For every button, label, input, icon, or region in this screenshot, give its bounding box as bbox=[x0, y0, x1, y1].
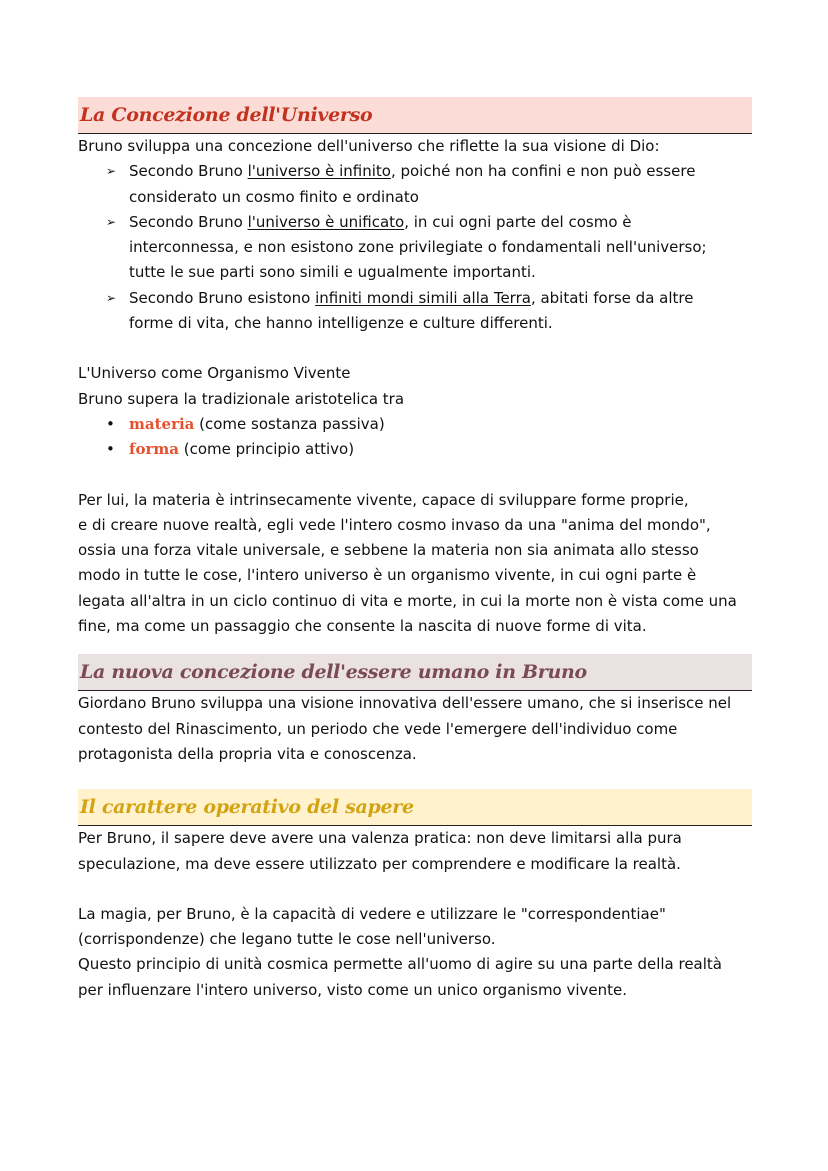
section-body-carattere-operativo bbox=[78, 826, 752, 1003]
bullet-text: Secondo Bruno bbox=[129, 212, 248, 231]
paragraph-line: per influenzare l'intero universo, visto come un unico organismo vivente. bbox=[78, 980, 628, 999]
section-body-essere-umano bbox=[78, 691, 752, 767]
underlined-phrase: l'universo è infinito bbox=[247, 162, 391, 181]
paragraph-line: Per lui, la materia è intrinsecamente vivente, capace di sviluppare forme proprie, bbox=[78, 490, 689, 509]
paragraph-line: (corrispondenze) che legano tutte le cose nell'universo. bbox=[78, 930, 496, 949]
arrow-bullet-icon: ➢ bbox=[106, 290, 117, 305]
keyword-forma: forma bbox=[129, 440, 179, 459]
bullet-text: Secondo Bruno bbox=[129, 162, 248, 181]
paragraph-line: contesto del Rinascimento, un periodo che vede l'emergere dell'individuo come bbox=[78, 719, 678, 738]
dot-bullet-icon: • bbox=[106, 440, 115, 459]
section-title: Il carattere operativo del sapere bbox=[80, 796, 414, 819]
dot-list-item bbox=[78, 412, 752, 437]
dot-list-item bbox=[78, 437, 752, 462]
paragraph-line: fine, ma come un passaggio che consente la nascita di nuove forme di vita. bbox=[78, 617, 647, 636]
paragraph-line: legata all'altra in un ciclo continuo di vita e morte, in cui la morte non è vista come una bbox=[78, 591, 737, 610]
paragraph-line: Per Bruno, il sapere deve avere una valenza pratica: non deve limitarsi alla pura bbox=[78, 829, 682, 848]
bullet-text: , abitati forse da altre bbox=[530, 288, 694, 307]
paragraph-line: modo in tutte le cose, l'intero universo è un organismo vivente, in cui ogni parte è bbox=[78, 566, 697, 585]
bullet-text: , in cui ogni parte del cosmo è bbox=[404, 212, 632, 231]
bullet-text: tutte le sue parti sono simili e ugualmente importanti. bbox=[129, 263, 536, 282]
keyword-materia: materia bbox=[129, 414, 195, 433]
section-title: La nuova concezione dell'essere umano in Bruno bbox=[80, 661, 587, 684]
bullet-text: interconnessa, e non esistono zone privilegiate o fondamentali nell'universo; bbox=[129, 238, 707, 257]
spacer bbox=[78, 639, 752, 654]
spacer bbox=[78, 336, 752, 361]
spacer bbox=[78, 767, 752, 789]
arrow-bullet-icon: ➢ bbox=[106, 214, 117, 229]
paragraph-line: speculazione, ma deve essere utilizzato per comprendere e modificare la realtà. bbox=[78, 854, 681, 873]
paragraph-line: ossia una forza vitale universale, e sebbene la materia non sia animata allo stesso bbox=[78, 541, 699, 560]
spacer bbox=[78, 463, 752, 488]
arrow-list-item bbox=[78, 210, 752, 286]
document-page bbox=[78, 97, 752, 1003]
keyword-description: (come sostanza passiva) bbox=[194, 414, 385, 433]
arrow-list-item bbox=[78, 286, 752, 337]
section-header-concezione-universo bbox=[78, 97, 752, 134]
paragraph-line: La magia, per Bruno, è la capacità di vedere e utilizzare le "correspondentiae" bbox=[78, 904, 666, 923]
bullet-text: considerato un cosmo finito e ordinato bbox=[129, 187, 419, 206]
subheading: L'Universo come Organismo Vivente bbox=[78, 364, 351, 383]
section-title: La Concezione dell'Universo bbox=[80, 104, 373, 126]
paragraph-line: e di creare nuove realtà, egli vede l'intero cosmo invaso da una "anima del mondo", bbox=[78, 515, 711, 534]
subintro-text: Bruno supera la tradizionale aristotelica tra bbox=[78, 389, 405, 408]
bullet-text: forme di vita, che hanno intelligenze e culture differenti. bbox=[129, 314, 553, 333]
paragraph-line: Giordano Bruno sviluppa una visione innovativa dell'essere umano, che si inserisce nel bbox=[78, 694, 732, 713]
keyword-description: (come principio attivo) bbox=[178, 440, 355, 459]
bullet-text: Secondo Bruno esistono bbox=[129, 288, 316, 307]
dot-bullet-icon: • bbox=[106, 414, 115, 433]
paragraph-line: Questo principio di unità cosmica permette all'uomo di agire su una parte della realtà bbox=[78, 955, 722, 974]
underlined-phrase: infiniti mondi simili alla Terra bbox=[315, 288, 531, 307]
paragraph-organismo bbox=[78, 488, 752, 640]
arrow-list-item bbox=[78, 159, 752, 210]
section-header-carattere-operativo bbox=[78, 789, 752, 826]
section-body-concezione-universo bbox=[78, 134, 752, 639]
underlined-phrase: l'universo è unificato bbox=[247, 212, 405, 231]
section-header-essere-umano bbox=[78, 654, 752, 691]
bullet-text: , poiché non ha confini e non può essere bbox=[390, 162, 696, 181]
arrow-bullet-icon: ➢ bbox=[106, 164, 117, 179]
paragraph-line: protagonista della propria vita e conoscenza. bbox=[78, 744, 417, 763]
intro-text: Bruno sviluppa una concezione dell'universo che riflette la sua visione di Dio: bbox=[78, 137, 660, 155]
spacer bbox=[78, 877, 752, 902]
